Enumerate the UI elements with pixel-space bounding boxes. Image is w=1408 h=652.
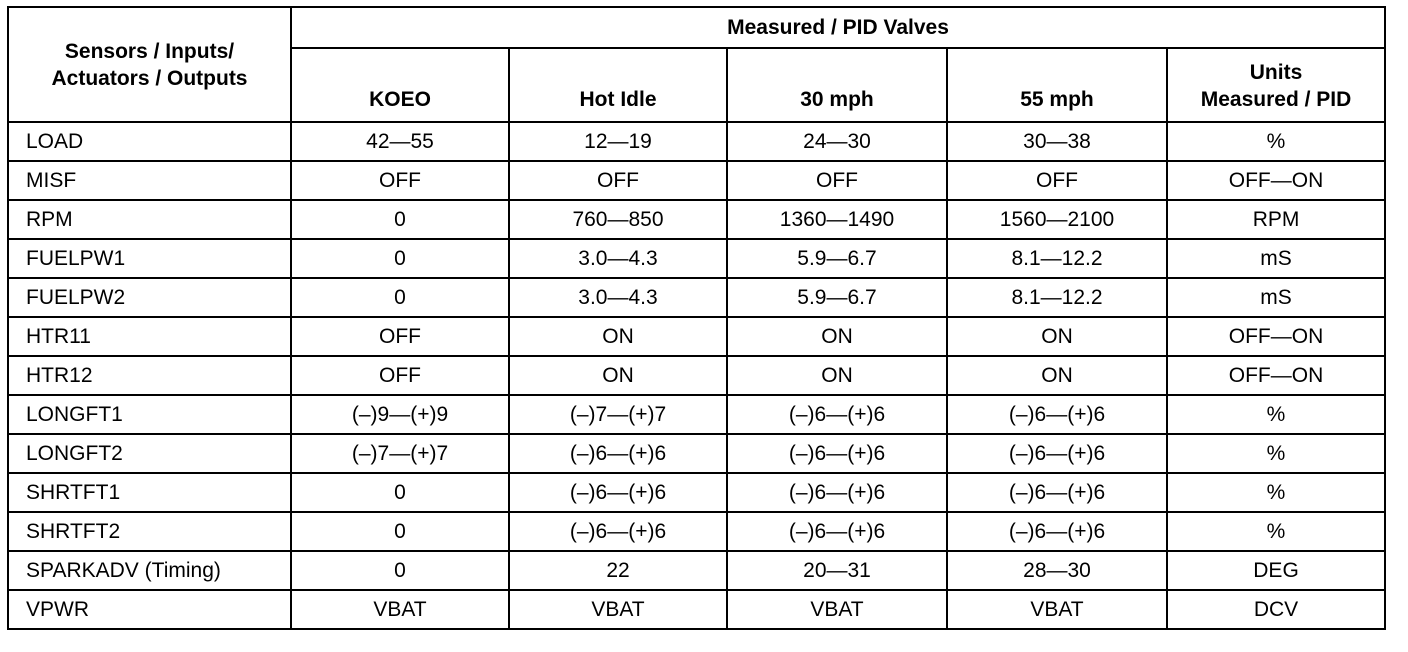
cell-sensor-name: SPARKADV (Timing)	[8, 551, 291, 590]
cell-hot-idle: (–)7—(+)7	[509, 395, 727, 434]
table-row	[8, 551, 1385, 590]
cell-sensor-name: HTR12	[8, 356, 291, 395]
cell-hot-idle: 760—850	[509, 200, 727, 239]
table-row	[8, 317, 1385, 356]
cell-units: %	[1167, 122, 1385, 161]
cell-units: mS	[1167, 239, 1385, 278]
header-55-mph: 55 mph	[947, 48, 1167, 122]
cell-hot-idle: 3.0—4.3	[509, 278, 727, 317]
cell-hot-idle: VBAT	[509, 590, 727, 629]
cell-sensor-name: FUELPW2	[8, 278, 291, 317]
cell-30-mph: VBAT	[727, 590, 947, 629]
table-row	[8, 356, 1385, 395]
table-row	[8, 239, 1385, 278]
cell-30-mph: ON	[727, 356, 947, 395]
table-header	[8, 7, 1385, 122]
header-30-mph: 30 mph	[727, 48, 947, 122]
table-row	[8, 200, 1385, 239]
cell-30-mph: 20—31	[727, 551, 947, 590]
table-row	[8, 278, 1385, 317]
cell-sensor-name: RPM	[8, 200, 291, 239]
cell-hot-idle: (–)6—(+)6	[509, 434, 727, 473]
header-units-measured-pid	[1167, 48, 1385, 122]
cell-koeo: (–)9—(+)9	[291, 395, 509, 434]
cell-30-mph: (–)6—(+)6	[727, 395, 947, 434]
cell-sensor-name: SHRTFT1	[8, 473, 291, 512]
cell-30-mph: (–)6—(+)6	[727, 512, 947, 551]
cell-sensor-name: SHRTFT2	[8, 512, 291, 551]
table-row	[8, 590, 1385, 629]
table-body	[8, 122, 1385, 629]
header-measured-pid-valves: Measured / PID Valves	[291, 7, 1385, 48]
cell-koeo: 0	[291, 512, 509, 551]
cell-koeo: 42—55	[291, 122, 509, 161]
cell-units: mS	[1167, 278, 1385, 317]
cell-hot-idle: ON	[509, 317, 727, 356]
cell-30-mph: 24—30	[727, 122, 947, 161]
cell-55-mph: 1560—2100	[947, 200, 1167, 239]
cell-55-mph: 30—38	[947, 122, 1167, 161]
cell-units: DEG	[1167, 551, 1385, 590]
header-units-line1: Units	[1249, 61, 1303, 84]
cell-sensor-name: LONGFT1	[8, 395, 291, 434]
cell-hot-idle: 3.0—4.3	[509, 239, 727, 278]
cell-55-mph: ON	[947, 356, 1167, 395]
cell-hot-idle: 12—19	[509, 122, 727, 161]
cell-55-mph: (–)6—(+)6	[947, 512, 1167, 551]
cell-30-mph: 1360—1490	[727, 200, 947, 239]
cell-55-mph: (–)6—(+)6	[947, 395, 1167, 434]
cell-koeo: (–)7—(+)7	[291, 434, 509, 473]
cell-units: DCV	[1167, 590, 1385, 629]
cell-30-mph: 5.9—6.7	[727, 278, 947, 317]
cell-30-mph: ON	[727, 317, 947, 356]
cell-hot-idle: (–)6—(+)6	[509, 512, 727, 551]
cell-koeo: VBAT	[291, 590, 509, 629]
cell-koeo: 0	[291, 200, 509, 239]
header-hot-idle: Hot Idle	[509, 48, 727, 122]
cell-units: %	[1167, 395, 1385, 434]
header-units-line2: Measured / PID	[1200, 88, 1352, 111]
cell-hot-idle: 22	[509, 551, 727, 590]
cell-55-mph: ON	[947, 317, 1167, 356]
cell-hot-idle: OFF	[509, 161, 727, 200]
header-koeo: KOEO	[291, 48, 509, 122]
table-row	[8, 395, 1385, 434]
table-row	[8, 434, 1385, 473]
cell-koeo: 0	[291, 551, 509, 590]
cell-55-mph: (–)6—(+)6	[947, 473, 1167, 512]
header-sensors-inputs-actuators-outputs	[8, 7, 291, 122]
cell-units: %	[1167, 512, 1385, 551]
cell-55-mph: VBAT	[947, 590, 1167, 629]
cell-30-mph: OFF	[727, 161, 947, 200]
cell-koeo: 0	[291, 278, 509, 317]
cell-55-mph: (–)6—(+)6	[947, 434, 1167, 473]
cell-units: OFF—ON	[1167, 161, 1385, 200]
cell-30-mph: 5.9—6.7	[727, 239, 947, 278]
cell-sensor-name: HTR11	[8, 317, 291, 356]
cell-koeo: 0	[291, 473, 509, 512]
cell-hot-idle: ON	[509, 356, 727, 395]
cell-sensor-name: MISF	[8, 161, 291, 200]
cell-55-mph: OFF	[947, 161, 1167, 200]
cell-units: OFF—ON	[1167, 317, 1385, 356]
cell-55-mph: 28—30	[947, 551, 1167, 590]
pid-values-table	[7, 6, 1386, 630]
table-row	[8, 473, 1385, 512]
header-corner-line2: Actuators / Outputs	[51, 66, 248, 90]
cell-30-mph: (–)6—(+)6	[727, 473, 947, 512]
table-row	[8, 122, 1385, 161]
header-corner-line1: Sensors / Inputs/	[64, 39, 235, 63]
cell-units: OFF—ON	[1167, 356, 1385, 395]
cell-sensor-name: VPWR	[8, 590, 291, 629]
cell-sensor-name: LOAD	[8, 122, 291, 161]
cell-hot-idle: (–)6—(+)6	[509, 473, 727, 512]
cell-koeo: OFF	[291, 317, 509, 356]
cell-30-mph: (–)6—(+)6	[727, 434, 947, 473]
table-row	[8, 512, 1385, 551]
cell-units: %	[1167, 434, 1385, 473]
cell-units: %	[1167, 473, 1385, 512]
cell-sensor-name: FUELPW1	[8, 239, 291, 278]
table-row	[8, 161, 1385, 200]
cell-55-mph: 8.1—12.2	[947, 239, 1167, 278]
cell-koeo: OFF	[291, 356, 509, 395]
cell-sensor-name: LONGFT2	[8, 434, 291, 473]
cell-koeo: 0	[291, 239, 509, 278]
cell-55-mph: 8.1—12.2	[947, 278, 1167, 317]
cell-koeo: OFF	[291, 161, 509, 200]
cell-units: RPM	[1167, 200, 1385, 239]
